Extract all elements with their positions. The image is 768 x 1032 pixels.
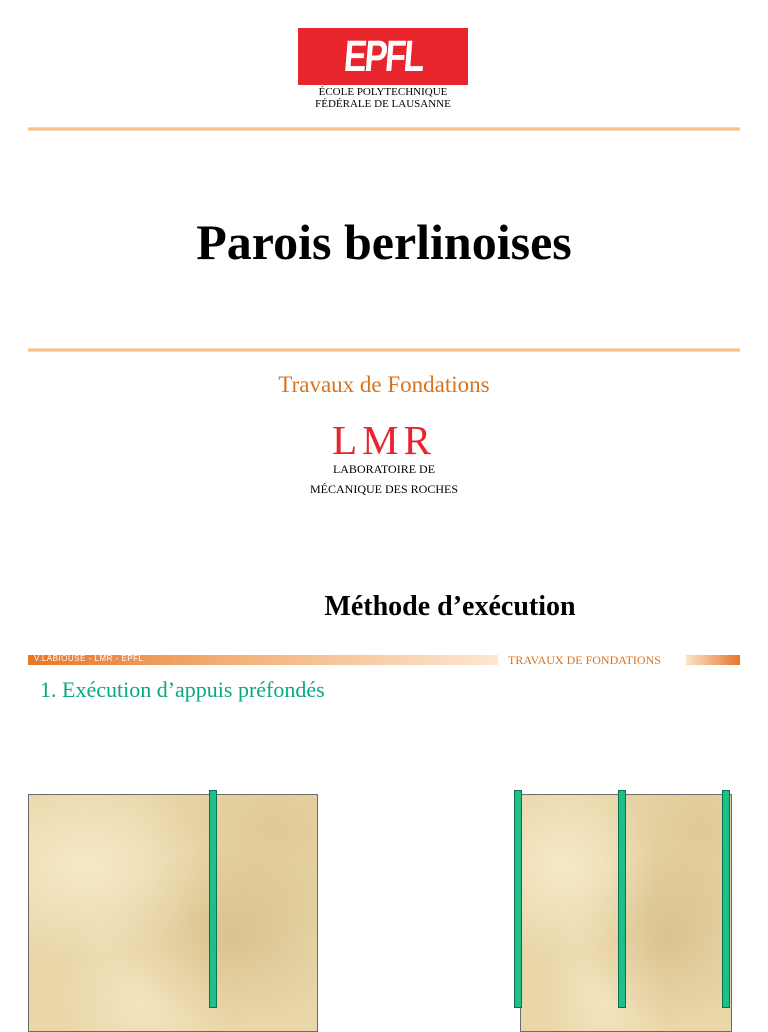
lab-line-2: MÉCANIQUE DES ROCHES xyxy=(309,482,458,496)
footer-band-left xyxy=(28,655,498,665)
institution-line-2: FÉDÉRALE DE LAUSANNE xyxy=(315,98,451,110)
pile-right-3 xyxy=(722,790,730,1008)
epfl-logo xyxy=(298,28,468,85)
separator-bottom xyxy=(28,348,740,352)
lab-line-1: LABORATOIRE DE xyxy=(332,462,436,476)
epfl-logo-text: EPFL xyxy=(341,31,425,81)
pile-right-2 xyxy=(618,790,626,1008)
soil-block-right xyxy=(520,794,732,1032)
method-heading: Méthode d’exécution xyxy=(324,591,576,622)
author-label: V.LABIOUSE - LMR - EPFL xyxy=(34,654,144,663)
course-label: TRAVAUX DE FONDATIONS xyxy=(508,653,661,667)
page-title: Parois berlinoises xyxy=(196,214,572,270)
soil-block-left xyxy=(28,794,318,1032)
pile-left-1 xyxy=(209,790,217,1008)
lmr-logo: LMR xyxy=(332,417,436,463)
pile-right-1 xyxy=(514,790,522,1008)
institution-line-1: ÉCOLE POLYTECHNIQUE xyxy=(318,86,448,98)
step-title: 1. Exécution d’appuis préfondés xyxy=(40,677,325,702)
footer-band-right xyxy=(686,655,740,665)
separator-top xyxy=(28,127,740,131)
subtitle: Travaux de Fondations xyxy=(278,372,490,397)
